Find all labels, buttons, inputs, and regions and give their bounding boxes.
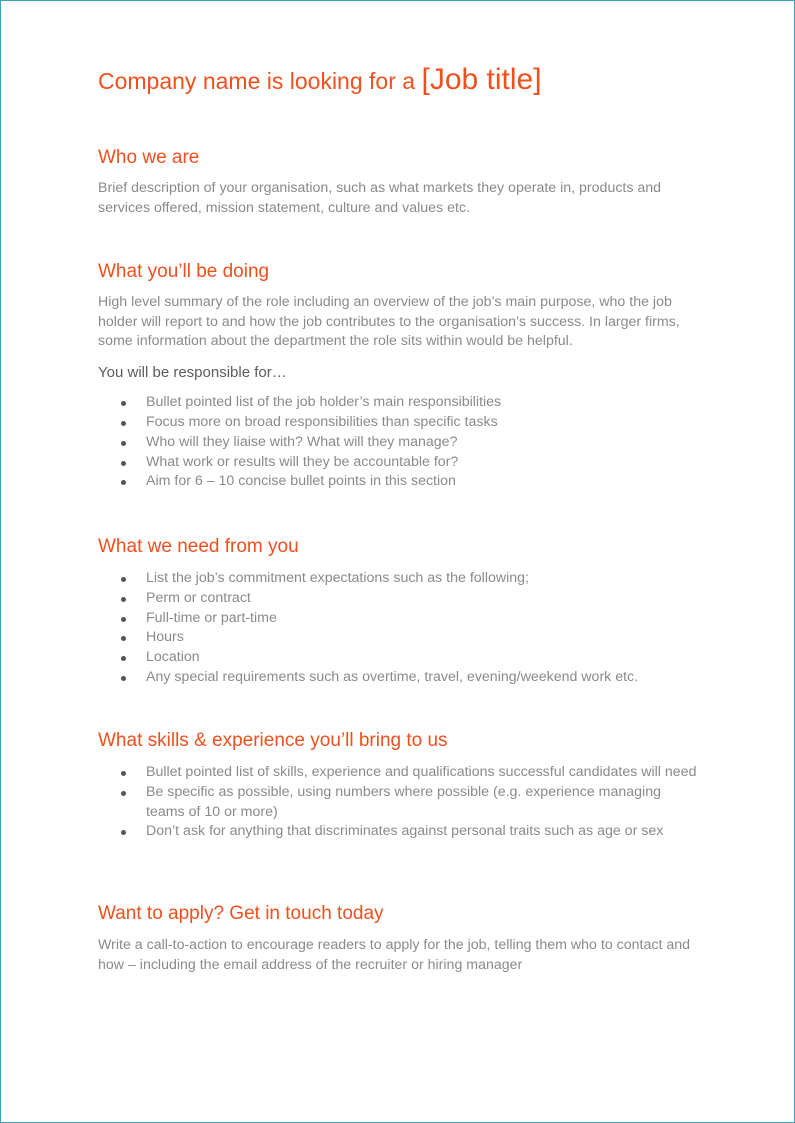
list-item	[98, 472, 708, 492]
list-item	[98, 763, 698, 783]
list-item	[98, 453, 708, 473]
skills-list	[98, 763, 698, 842]
list-item-text: Bullet pointed list of skills, experience and qualifications successful candidates will need	[146, 764, 697, 780]
list-item-text: Location	[146, 649, 200, 666]
list-item	[98, 783, 698, 823]
list-item-text: Be specific as possible, using numbers where possible (e.g. experience managing teams of 10 or more)	[146, 783, 661, 820]
list-item-text: Focus more on broad responsibilities than specific tasks	[146, 413, 498, 430]
bullet-icon	[121, 577, 126, 582]
list-item-text: Aim for 6 – 10 concise bullet points in this section	[146, 473, 456, 490]
list-item	[98, 569, 708, 589]
list-item-text: Perm or contract	[146, 589, 251, 606]
requirements-list	[98, 569, 708, 688]
list-item-text: Hours	[146, 629, 184, 646]
list-item	[98, 433, 708, 453]
section-skills-experience	[98, 729, 708, 842]
heading-who-we-are: Who we are	[98, 147, 200, 168]
heading-what-we-need: What we need from you	[98, 536, 299, 557]
bullet-icon	[121, 441, 126, 446]
bullet-icon	[121, 636, 126, 641]
list-item-text: Who will they liaise with? What will they manage?	[146, 433, 458, 450]
list-item-text: List the job’s commitment expectations such as the following;	[146, 570, 529, 586]
list-item	[98, 648, 708, 668]
responsibilities-subheading: You will be responsible for…	[98, 364, 287, 382]
heading-apply: Want to apply? Get in touch today	[98, 903, 384, 924]
who-we-are-body: Brief description of your organisation, such as what markets they operate in, products and services offered, mission statement, culture and values etc.	[98, 180, 662, 216]
section-what-we-need	[98, 535, 708, 688]
bullet-icon	[121, 461, 126, 466]
list-item-text: Any special requirements such as overtime, travel, evening/weekend work etc.	[146, 668, 639, 685]
heading-skills-experience: What skills & experience you’ll bring to us	[98, 730, 448, 751]
list-item	[98, 609, 708, 629]
list-item-text: Don’t ask for anything that discriminates against personal traits such as age or sex	[146, 823, 664, 840]
section-what-youll-be-doing	[98, 260, 708, 492]
title-lead: Company name is looking for a	[98, 68, 416, 94]
list-item-text: What work or results will they be accountable for?	[146, 453, 459, 470]
page-title	[98, 63, 542, 97]
heading-what-youll-be-doing: What you’ll be doing	[98, 261, 270, 282]
responsibilities-list	[98, 393, 708, 492]
bullet-icon	[121, 676, 126, 681]
bullet-icon	[121, 480, 126, 485]
list-item	[98, 393, 708, 413]
bullet-icon	[121, 656, 126, 661]
bullet-icon	[121, 421, 126, 426]
list-item	[98, 822, 698, 842]
list-item	[98, 628, 708, 648]
bullet-icon	[121, 617, 126, 622]
section-who-we-are	[98, 146, 708, 218]
list-item-text: Bullet pointed list of the job holder’s main responsibilities	[146, 394, 502, 411]
list-item	[98, 589, 708, 609]
list-item	[98, 413, 708, 433]
what-youll-be-doing-body: High level summary of the role including an overview of the job’s main purpose, who the job holder will report to and how the job contributes to the organisation’s success. In larger firms, some information about the department the role sits within would be helpful.	[98, 294, 680, 350]
bullet-icon	[121, 830, 126, 835]
list-item-text: Full-time or part-time	[146, 609, 277, 626]
bullet-icon	[121, 597, 126, 602]
apply-body: Write a call-to-action to encourage readers to apply for the job, telling them who to contact and how – including the email address of the recruiter or hiring manager	[98, 937, 691, 973]
job-title-placeholder: [Job title]	[421, 63, 542, 96]
bullet-icon	[121, 401, 126, 406]
list-item	[98, 668, 708, 688]
section-apply	[98, 902, 708, 975]
bullet-icon	[121, 771, 126, 776]
bullet-icon	[121, 791, 126, 796]
